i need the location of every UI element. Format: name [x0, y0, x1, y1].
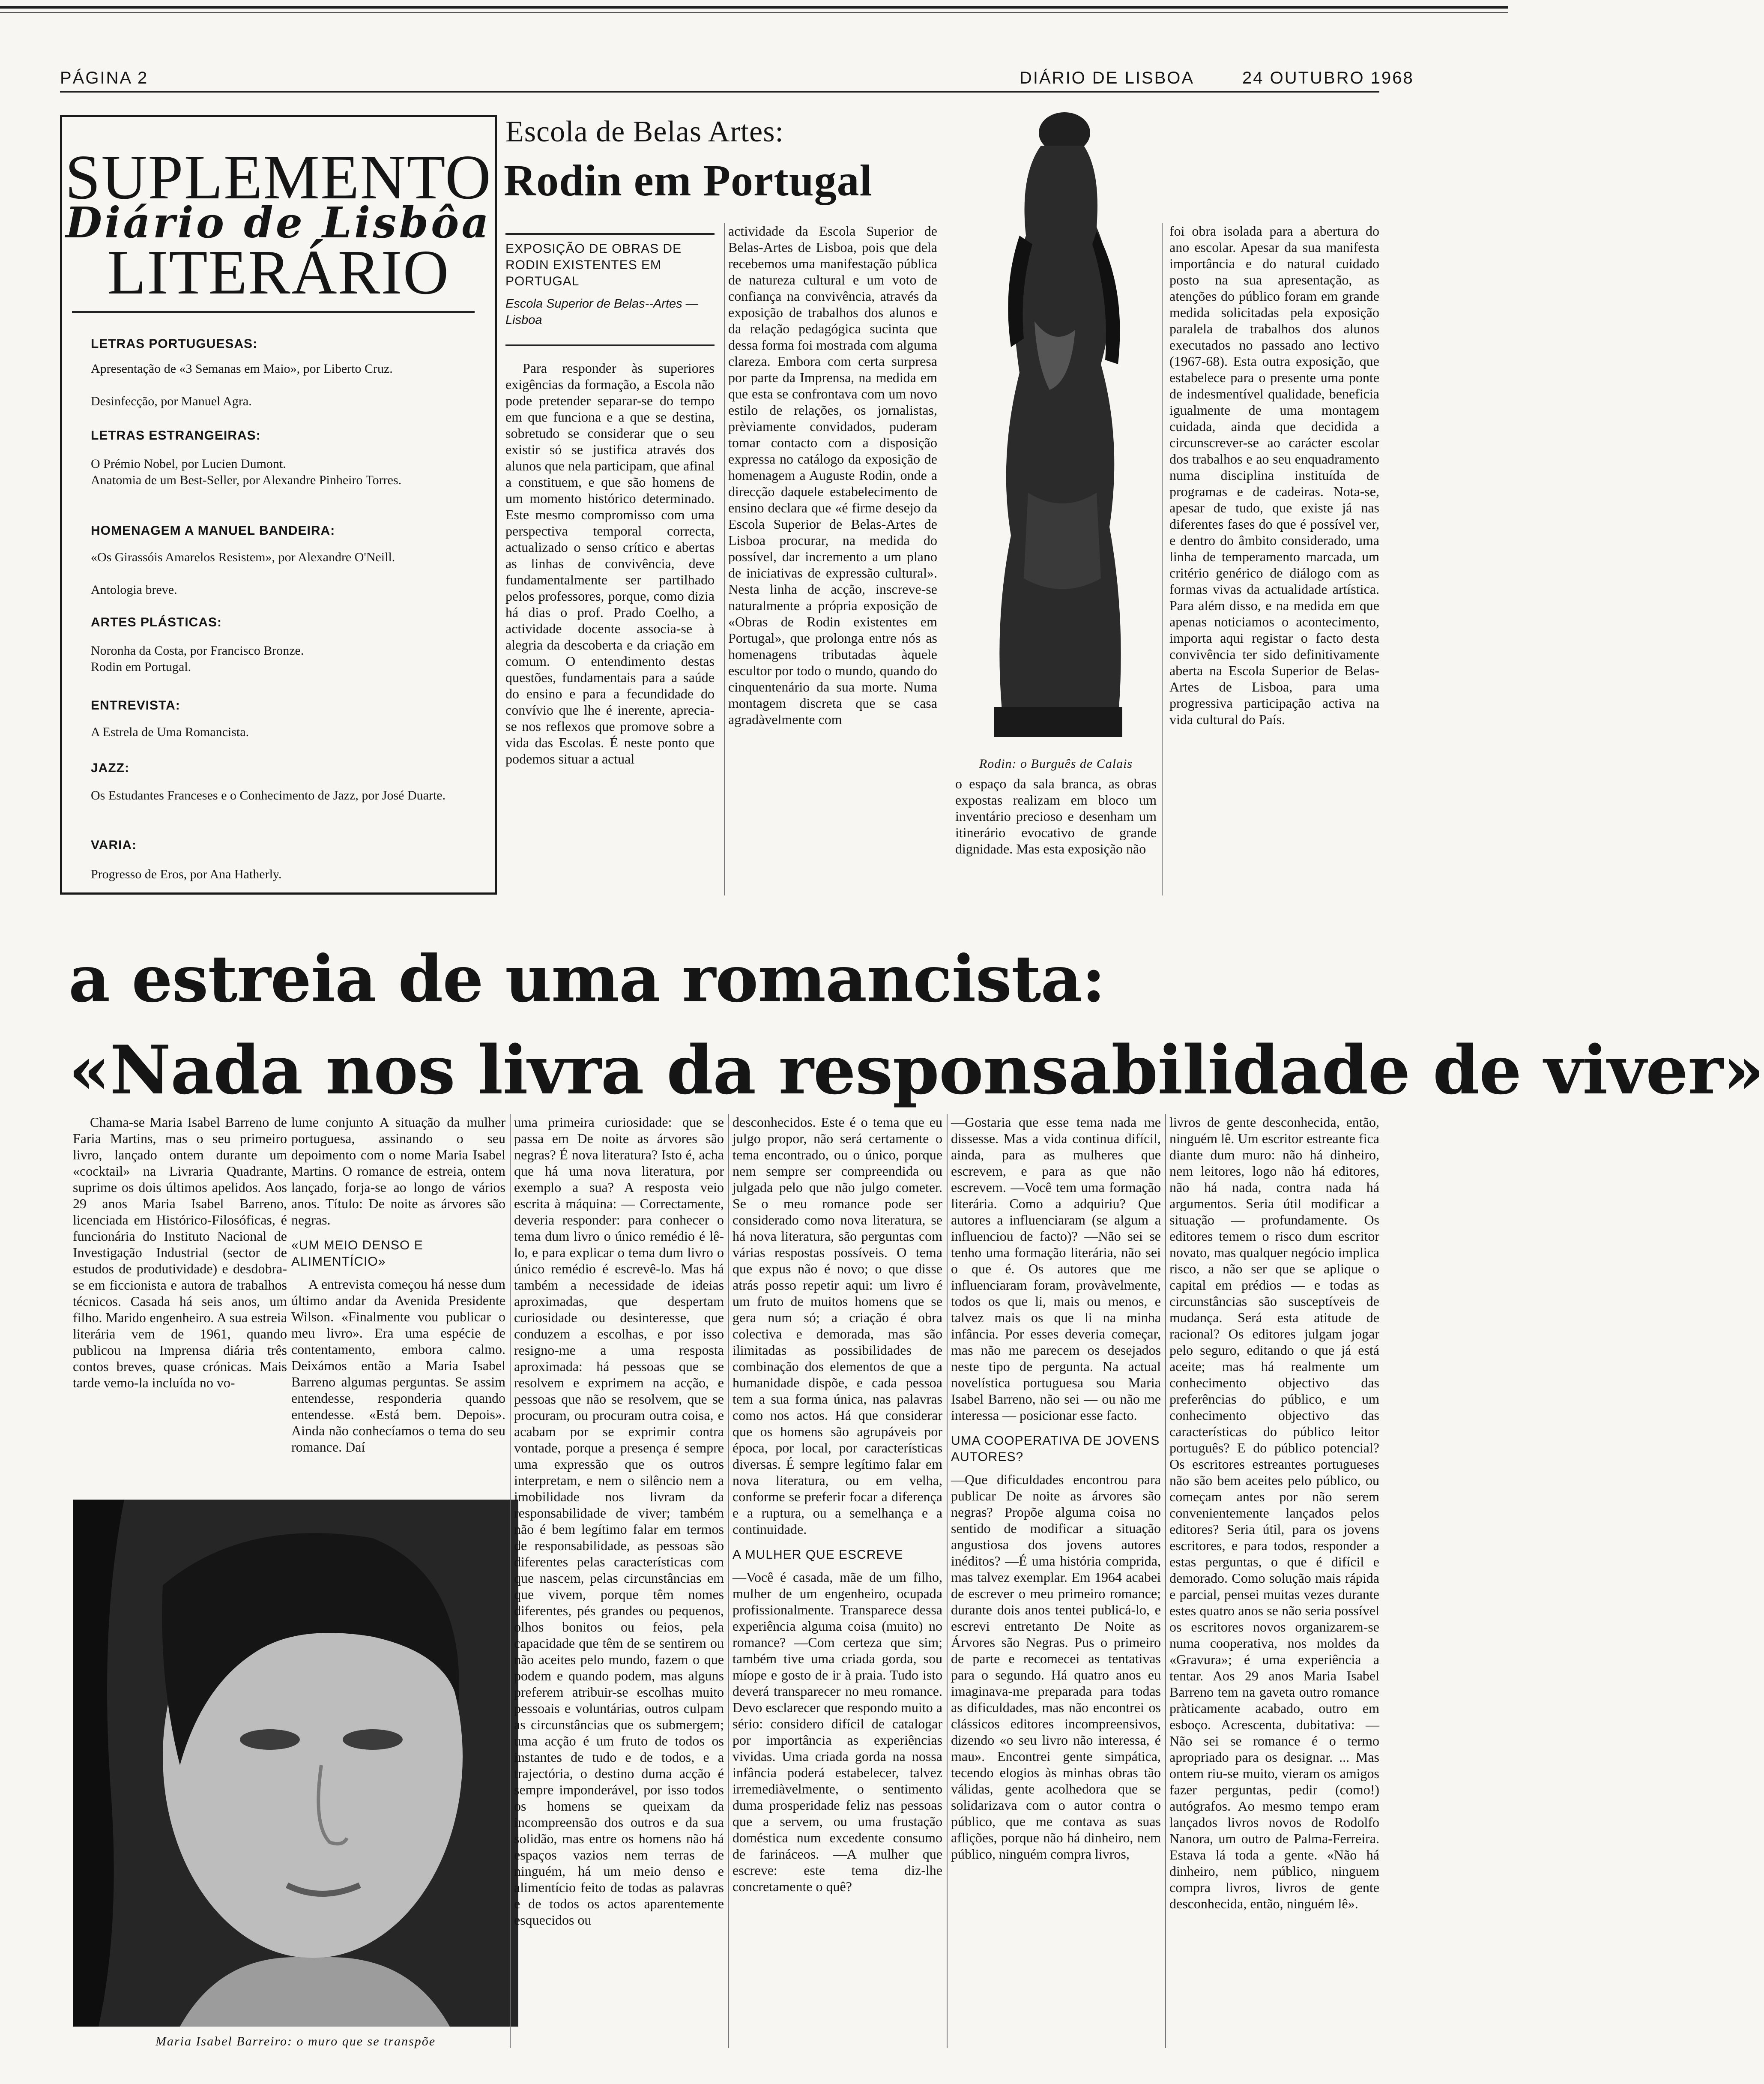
supplement-literary: LITERÁRIO	[107, 237, 450, 308]
toc-item: Noronha da Costa, por Francisco Bronze.	[91, 644, 304, 658]
article-text: foi obra isolada para a abertura do ano escolar. Apesar da sua manifesta importância e do natural cuidado posto na sua apresentação, as atenções do público foram em grande medida solicitadas pela exposição paralela de trabalhos dos alunos executados no passado ano lectivo (1967-68). Esta outra exposição, que estabelece para o presente uma ponte de indesmentível qualidade, beneficia igualmente de uma montagem cuidada, ainda que decidida a circunscrever-se ao carácter escolar dos trabalhos e ao seu enquadramento numa disciplina instituída de programas e de cadeiras. Nota-se, apesar de tudo, que existe já nas diferentes fases do que é possível ver, e dentro do âmbito considerado, uma linha de temperamento marcada, um critério genérico de diálogo com as formas vivas da actualidade artística. Para além disso, e na medida em que apenas noticiamos o acontecimento, importa aqui registar o facto desta convivência ter sido definitivamente aberta na Escola Superior de Belas-Artes de Lisboa, para uma progressiva participação activa na vida cultural do País.	[1169, 223, 1379, 727]
top-border-rule-thin	[0, 12, 1508, 13]
toc-heading: JAZZ:	[91, 761, 129, 775]
supplement-rule	[72, 311, 475, 313]
section-heading: A MULHER QUE ESCREVE	[733, 1548, 903, 1562]
article-text: o espaço da sala branca, as obras expostas realizam em bloco um inventário precioso e desenham um itinerário evocativo de grande dignidade. Mas esta exposição não	[955, 776, 1157, 856]
rodin-subhead: EXPOSIÇÃO DE OBRAS DE RODIN EXISTENTES EM PORTUGAL	[505, 242, 682, 288]
rodin-column-1	[505, 360, 715, 895]
column-rule	[724, 223, 725, 895]
column-rule	[947, 1114, 948, 2048]
subhead-rule	[505, 233, 715, 235]
column-rule	[1165, 1114, 1166, 2048]
toc-item: Anatomia de um Best-Seller, por Alexandre Pinheiro Torres.	[91, 473, 402, 487]
rodin-column-2	[728, 223, 937, 895]
article-text: Chama-se Maria Isabel Barreno de Faria Martins, mas o seu primeiro livro, lançado ontem durante um «cocktail» na Livraria Quadrante, suprime os dois últimos apelidos. Aos 29 anos Maria Isabel Barreno, licenciada em Histórico-Filosóficas, é funcionária do Instituto Nacional de Investigação Industrial (sector de estudos de produtividade) e desdobra-se em ficcionista e autora de trabalhos técnicos. Casada há seis anos, um filho. Marido engenheiro. A sua estreia literária vem de 1961, quando publicou na Imprensa diária três contos breves, quase crónicas. Mais tarde vemo-la incluída no vo-	[73, 1114, 287, 1390]
article-text: A entrevista começou há nesse dum último andar da Avenida Presidente Wilson. «Finalmente vou publicar o meu livro». Era uma espécie de contentamento, embora calmo. Deixámos então a Maria Isabel Barreno algumas perguntas. Se assim entendesse, responderia quando entendesse. «Está bem. Depois». Ainda não conhecíamos o tema do seu romance. Daí	[291, 1276, 505, 1455]
rodin-statue-photo	[955, 107, 1157, 750]
toc-item: Antologia breve.	[91, 583, 177, 597]
interview-headline: a estreia de uma romancista:	[69, 941, 1105, 1017]
article-text: desconhecidos. Este é o tema que eu julgo propor, não será certamente o tema encontrado, ou o único, porque nem sempre ser compreendida ou julgada pelo que não julgo cometer. Se o meu romance pode ser considerado como nova literatura, se há nova literatura, são perguntas com várias respostas possíveis. O tema que expus não é novo; o que disse atrás posso repetir aqui: um livro é um fruto de muitos homens que se gera num só; a criação é obra colectiva e demorada, mas são ilimitadas as possibilidades de combinação dos elementos de que a humanidade dispõe, e cada pessoa tem a sua forma única, nas palavras como nos actos. Há que considerar que os homens são agrupáveis por época, por local, por características diversas. É sempre legítimo falar em nova literatura, ou em velha, conforme se preferir focar a diferença e a ruptura, ou a semelhança e a continuidade.	[733, 1114, 942, 1537]
toc-item: A Estrela de Uma Romancista.	[91, 725, 249, 739]
page-number: PÁGINA 2	[60, 69, 149, 87]
article-text: lume conjunto A situação da mulher portuguesa, assinando o seu depoimento com o nome Maria Isabel Martins. O romance de estreia, ontem lançado, forja-se ao longo de vários anos. Título: De noite as árvores são negras.	[291, 1114, 505, 1228]
column-rule	[1162, 223, 1163, 895]
interview-column-2	[291, 1114, 505, 1491]
article-text: livros de gente desconhecida, então, ninguém lê. Um escritor estreante fica diante dum muro: não há dinheiro, nem leitores, logo não há editores, não há nada, contra nada há argumentos. Seria útil modificar a situação — profundamente. Os editores temem o risco dum escritor novato, mas qualquer negócio implica risco, a não ser que se aplique o capital em prédios — e todas as circunstâncias são susceptíveis de mudança. Será esta atitude de racional? Os editores julgam jogar pelo seguro, editando o que já está aceite; mas há realmente um conhecimento objectivo das preferências do público, e um conhecimento objectivo das características do público leitor português? E do público potencial? Os escritores estreantes portugueses não são bem aceites pelo público, ou começam antes por não serem convenientemente lançados pelos editores? Seria útil, para os jovens escritores, e para todos, responder a estas perguntas, o que é difícil e demorado. Como solução mais rápida e parcial, pensei muitas vezes durante estes quatro anos se não seria possível os escritores novos organizarem-se numa cooperativa, nos moldes da «Gravura»; é uma experiência a tentar. Aos 29 anos Maria Isabel Barreno tem na gaveta outro romance pràticamente acabado, outro em esboço. Acrescenta, dubitativa: —Não sei se romance é o termo apropriado para os designar. ... Mas ontem riu-se muito, vieram os amigos fazer perguntas, pedir (como!) autógrafos. Ao mesmo tempo eram lançados livros novos de Rodolfo Nanora, um outro de Palma-Ferreira. Estava lá toda a gente. «Não há dinheiro, nem público, ninguem compra livros, livros de gente desconhecida, então, ninguém lê».	[1169, 1114, 1379, 1911]
issue-date: 24 OUTUBRO 1968	[1242, 69, 1414, 87]
supplement-title: SUPLEMENTO	[65, 142, 492, 213]
rodin-headline: Rodin em Portugal	[504, 156, 873, 205]
top-border-rule	[0, 6, 1508, 9]
statue-caption: Rodin: o Burguês de Calais	[979, 757, 1133, 771]
article-text: uma primeira curiosidade: que se passa em De noite as árvores são negras? É nova literatura? Isto é, acha que há uma nova literatura, por exemplo a sua? A resposta veio escrita à máquina: — Correctamente, deveria responder: para conhecer o tema dum livro o único remédio é lê-lo, e para explicar o tema dum livro o único remédio é escrevê-lo. Mas há também a necessidade de ideias aproximadas, que despertam curiosidade ou desinteresse, que conduzem a escolhas, e por isso resigno-me a uma resposta aproximada: há pessoas que se resolvem e exprimem na acção, e pessoas que não se resolvem, que se procuram, ou procuram outra coisa, e acabam por se exprimir contra vontade, porque a presença é sempre uma expressão que os outros interpretam, e nem o silêncio nem a imobilidade nos livram da responsabilidade de viver; também não é bem legítimo falar em termos de responsabilidade, as pessoas são diferentes pelas características com que nascem, pelas circunstâncias em que vivem, porque têm nomes diferentes, pés grandes ou pequenos, olhos bonitos ou feios, pela capacidade que têm de se sentirem ou não aceites pelo mundo, fazem o que podem e quando podem, mas alguns preferem atribuir-se escolhas muito pessoais e voluntárias, outros culpam as circunstâncias que os submergem; uma acção é um fruto de todos os instantes de tudo e de todos, e a trajectória, o destino duma acção é sempre imponderável, por isso todos os homens se queixam da incompreensão dos outros e da sua solidão, mas entre os homens não há espaços vazios nem terras de ninguém, há um meio denso e alimentício feito de todas as palavras e de todos os actos aparentemente esquecidos ou	[514, 1114, 724, 1928]
rodin-source: Escola Superior de Belas--Artes — Lisboa	[505, 297, 698, 327]
article-text: —Gostaria que esse tema nada me dissesse. Mas a vida continua difícil, ainda, para as mulheres que escrevem, e para as que não escrevem. —Você tem uma formação literária. Como a adquiriu? Que autores a influenciaram (se algum a influenciou de facto)? —Não sei se tenho uma formação literária, não sei o que é. Os autores que me influenciaram foram, provàvelmente, todos os que li, mais ou menos, e talvez mais os que li na minha infância. Por esses deveria começar, mas não me parecem os desejados neste tipo de pergunta. Na actual novelística portuguesa sou Maria Isabel Barreno, não sei — ou não me interessa — posicionar esse facto.	[951, 1114, 1161, 1423]
section-heading: «UM MEIO DENSO E ALIMENTÍCIO»	[291, 1238, 423, 1269]
toc-heading: HOMENAGEM A MANUEL BANDEIRA:	[91, 524, 335, 538]
toc-heading: LETRAS ESTRANGEIRAS:	[91, 428, 261, 443]
rodin-column-4	[1169, 223, 1379, 895]
article-text: —Que dificuldades encontrou para publicar De noite as árvores são negras? Propõe alguma coisa no sentido de modificar a situação angustiosa dos jovens autores inéditos? —É uma história comprida, mas talvez exemplar. Em 1964 acabei de escrever o meu primeiro romance; durante dois anos tentei publicá-lo, e escrevi entretanto De Noite as Árvores são Negras. Pus o primeiro de parte e recomecei as tentativas para o segundo. Há quatro anos eu imaginava-me preparada para todas as dificuldades, mas não encontrei os clássicos editores incompreensivos, dizendo «o seu livro não interessa, é mau». Encontrei gente simpática, tecendo elogios às minhas obras tão válidas, gente acolhedora que se solidarizava com o autor contra o público, que me contava as suas aflições, porque não há dinheiro, nem público, ninguém compra livros,	[951, 1472, 1161, 1862]
toc-heading: ARTES PLÁSTICAS:	[91, 615, 222, 629]
author-portrait-photo	[73, 1500, 518, 2027]
header-rule	[60, 91, 1379, 93]
toc-heading: LETRAS PORTUGUESAS:	[91, 337, 258, 351]
article-text: —Você é casada, mãe de um filho, mulher de um engenheiro, ocupada profissionalmente. Transparece dessa experiência alguma coisa (muito) no romance? —Com certeza que sim; também tive uma criada gorda, sou míope e gosto de ir à praia. Tudo isto deverá transparecer no meu romance. Devo esclarecer que respondo muito a sério: considero difícil de catalogar por importância as experiências vividas. Uma criada gorda na nossa infância poderá estabelecer, talvez irremediàvelmente, o sentimento duma prosperidade feliz nas pessoas que a servem, ou uma frustação doméstica num excedente consumo de farináceos. —A mulher que escreve: este tema diz-lhe concretamente o quê?	[733, 1569, 942, 1894]
toc-item: Apresentação de «3 Semanas em Maio», por Liberto Cruz.	[91, 362, 393, 376]
interview-column-4	[733, 1114, 942, 2048]
article-text: Para responder às superiores exigências da formação, a Escola não pode pretender separar-se do tempo em que funciona e a que se destina, sobretudo se considerar que o seu existir só se justifica através dos alunos que nela participam, que afinal a constituem, e que são homens de um momento histórico determinado. Este mesmo compromisso com uma perspectiva temporal correcta, actualizado o senso crítico e abertas as linhas de convivência, deve fundamentalmente ser partilhado pelos professores, porque, como dizia há dias o prof. Prado Coelho, a actividade docente associa-se à alegria da descoberta e da criação em comum. O entendimento destas questões, fundamentais para a saúde do ensino e para a fecundidade do convívio que lhe é inerente, aprecia-se nos reflexos que promove sobre a vida das Escolas. É neste ponto que podemos situar a actual	[505, 360, 715, 767]
interview-headline-quote: «Nada nos livra da responsabilidade de viver»	[69, 1031, 1764, 1109]
toc-item: Desinfecção, por Manuel Agra.	[91, 394, 252, 408]
rodin-column-3	[955, 776, 1157, 895]
supplement-masthead: Diário de Lisbôa	[66, 198, 491, 248]
column-rule	[510, 1114, 511, 2048]
interview-column-3	[514, 1114, 724, 2048]
toc-heading: VARIA:	[91, 838, 137, 852]
interview-column-6	[1169, 1114, 1379, 2048]
column-rule	[728, 1114, 729, 2048]
toc-item: Progresso de Eros, por Ana Hatherly.	[91, 867, 282, 881]
newspaper-name: DIÁRIO DE LISBOA	[1020, 69, 1195, 87]
toc-item: «Os Girassóis Amarelos Resistem», por Alexandre O'Neill.	[91, 550, 395, 564]
toc-item: O Prémio Nobel, por Lucien Dumont.	[91, 457, 286, 471]
subhead-rule	[505, 344, 715, 346]
toc-item: Os Estudantes Franceses e o Conhecimento de Jazz, por José Duarte.	[91, 788, 446, 802]
portrait-caption: Maria Isabel Barreiro: o muro que se transpõe	[155, 2034, 436, 2048]
rodin-kicker: Escola de Belas Artes:	[505, 115, 784, 148]
toc-heading: ENTREVISTA:	[91, 698, 180, 713]
article-text: actividade da Escola Superior de Belas-Artes de Lisboa, pois que dela recebemos uma manifestação pública de natureza cultural e um voto de confiança na convivência, através da exposição de trabalhos dos alunos e da relação pedagógica sucinta que dessa forma foi mostrada com alguma clareza. Embora com certa surpresa por parte da Imprensa, na medida em que esta se confrontava com um novo estilo de relações, os jornalistas, prèviamente convidados, puderam tomar contacto com a disposição expressa no catálogo da exposição de homenagem a Auguste Rodin, onde a direcção daquele estabelecimento de ensino declara que «é firme desejo da Escola Superior de Belas-Artes de Lisboa procurar, na medida do possível, dar incremento a um plano de iniciativas de expressão cultural». Nesta linha de acção, inscreve-se naturalmente a própria exposição de «Obras de Rodin existentes em Portugal», que prolonga entre nós as homenagens tributadas àquele escultor por todo o mundo, quando do cinquentenário da sua morte. Numa montagem discreta que se casa agradàvelmente com	[728, 223, 937, 727]
interview-column-1	[73, 1114, 287, 1491]
interview-column-5	[951, 1114, 1161, 2048]
section-heading: UMA COOPERATIVA DE JOVENS AUTORES?	[951, 1434, 1160, 1464]
toc-item: Rodin em Portugal.	[91, 660, 191, 674]
